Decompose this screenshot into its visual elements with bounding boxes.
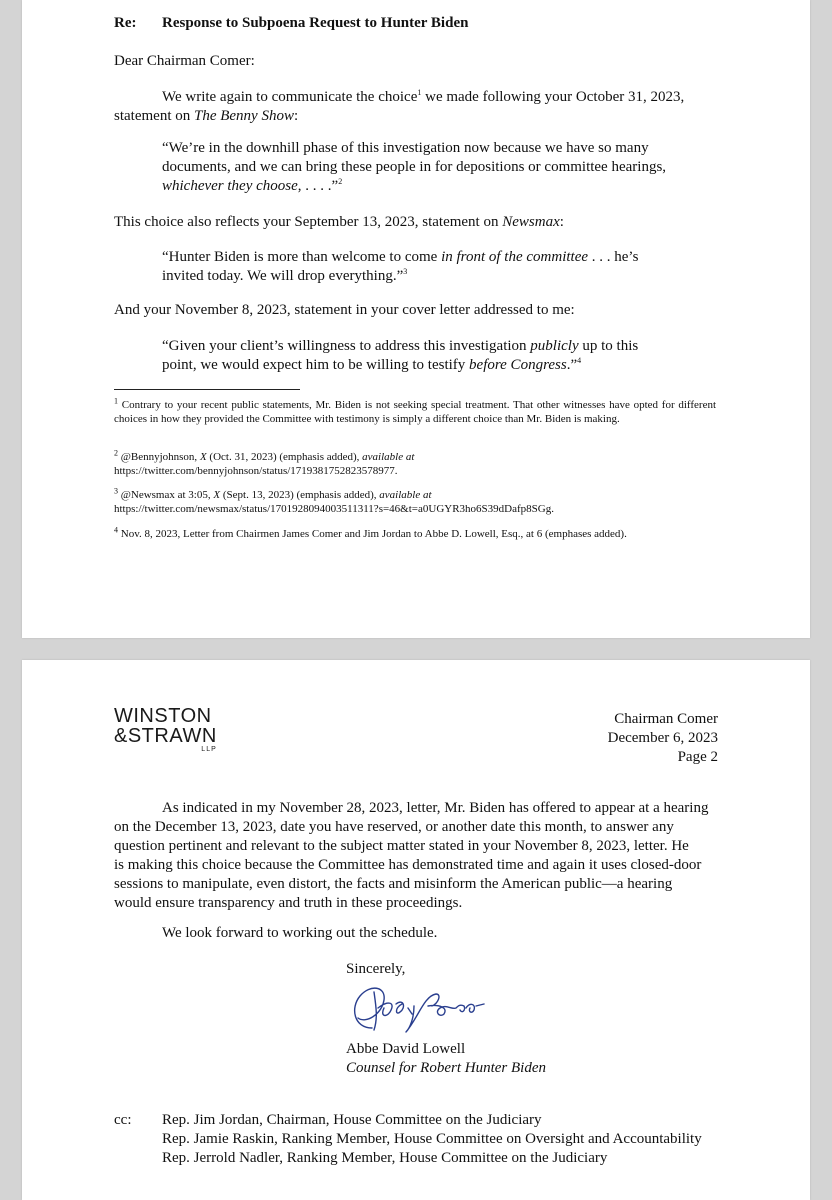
closing: Sincerely, [346, 961, 406, 977]
body-paragraph-2: We look forward to working out the schedule. [162, 925, 438, 941]
footnote-2-url[interactable]: https://twitter.com/bennyjohnson/status/1719381752823578977. [114, 465, 398, 477]
footnote-3-line-1: $^3$ @Newsmax at 3:05, X (Sept. 13, 2023) (emphasis added), available at [114, 486, 432, 501]
re-label: Re: [114, 15, 137, 31]
letter-page-2 [22, 660, 810, 1200]
paragraph-2: This choice also reflects your September 13, 2023, statement on Newsmax: [114, 214, 564, 230]
paragraph-3: And your November 8, 2023, statement in your cover letter addressed to me: [114, 302, 575, 318]
quote-3-line-2: point, we would expect him to be willing to testify before Congress.”$^4$ [162, 356, 582, 373]
cc-recipient: Rep. Jamie Raskin, Ranking Member, House Committee on Oversight and Accountability [162, 1131, 702, 1147]
header-recipient: Chairman Comer [614, 711, 718, 727]
body-line-4: is making this choice because the Committee has demonstrated time and again it uses closed-door [114, 857, 702, 873]
letter-page-1 [22, 0, 810, 638]
cc-recipient: Rep. Jim Jordan, Chairman, House Committee on the Judiciary [162, 1112, 542, 1128]
footnote-2-line-1: $^2$ @Bennyjohnson, X (Oct. 31, 2023) (emphasis added), available at [114, 448, 415, 463]
quote-2-line-1: “Hunter Biden is more than welcome to come in front of the committee . . . he’s [162, 249, 639, 265]
header-page-number: Page 2 [677, 749, 718, 765]
salutation: Dear Chairman Comer: [114, 53, 255, 69]
re-subject: Response to Subpoena Request to Hunter Biden [162, 15, 469, 31]
paragraph-1-line-2: statement on The Benny Show: [114, 108, 299, 124]
cc-recipient: Rep. Jerrold Nadler, Ranking Member, House Committee on the Judiciary [162, 1150, 608, 1166]
footnote-1: $^1$ Contrary to your recent public statements, Mr. Biden is not seeking special treatment. That other witnesses have opted for different choices in how they provided the Committee with testimony is simply a different choice than Mr. Biden is making. [114, 396, 717, 425]
signer-name: Abbe David Lowell [346, 1041, 466, 1057]
quote-1-line-1: “We’re in the downhill phase of this investigation now because we have so many [162, 140, 649, 156]
footnote-4: $^4$ Nov. 8, 2023, Letter from Chairmen James Comer and Jim Jordan to Abbe D. Lowell, Esq., at 6 (emphases added). [114, 525, 627, 540]
body-line-1: As indicated in my November 28, 2023, letter, Mr. Biden has offered to appear at a hearing [162, 800, 709, 816]
quote-3-line-1: “Given your client’s willingness to address this investigation publicly up to this [162, 338, 639, 354]
footnote-divider [114, 389, 300, 390]
body-line-2: on the December 13, 2023, date you have reserved, or another date this month, to answer any [114, 819, 674, 835]
header-date: December 6, 2023 [607, 730, 718, 746]
quote-1-line-3: whichever they choose, . . . .”$^2$ [162, 177, 343, 194]
logo-line-1: WINSTON [114, 705, 212, 727]
footnote-3-url[interactable]: https://twitter.com/newsmax/status/1701928094003511311?s=46&t=a0UGYR3ho6S39dDafp8SGg. [114, 503, 554, 515]
footnote-ref-2: 2 [338, 177, 343, 186]
footnote-ref-3: 3 [403, 267, 408, 276]
logo-line-2: &STRAWN [114, 725, 217, 747]
quote-1-line-2: documents, and we can bring these people in for depositions or committee hearings, [162, 159, 667, 175]
handwritten-signature [344, 978, 494, 1036]
winston-strawn-logo [114, 706, 217, 754]
paragraph-1-line-1: We write again to communicate the choice$^1$ we made following your October 31, 2023, [162, 88, 685, 105]
signer-title: Counsel for Robert Hunter Biden [346, 1060, 546, 1076]
quote-2-line-2: invited today. We will drop everything.”$^3$ [162, 267, 408, 284]
logo-llp: LLP [201, 746, 217, 753]
footnote-ref-1: 1 [417, 88, 422, 97]
body-line-6: would ensure transparency and truth in these proceedings. [114, 895, 463, 911]
footnote-ref-4: 4 [577, 356, 582, 365]
body-line-5: sessions to manipulate, even distort, the facts and misinform the American public—a hearing [114, 876, 673, 892]
body-line-3: question pertinent and relevant to the subject matter stated in your November 8, 2023, letter. He [114, 838, 689, 854]
cc-label: cc: [114, 1112, 132, 1128]
